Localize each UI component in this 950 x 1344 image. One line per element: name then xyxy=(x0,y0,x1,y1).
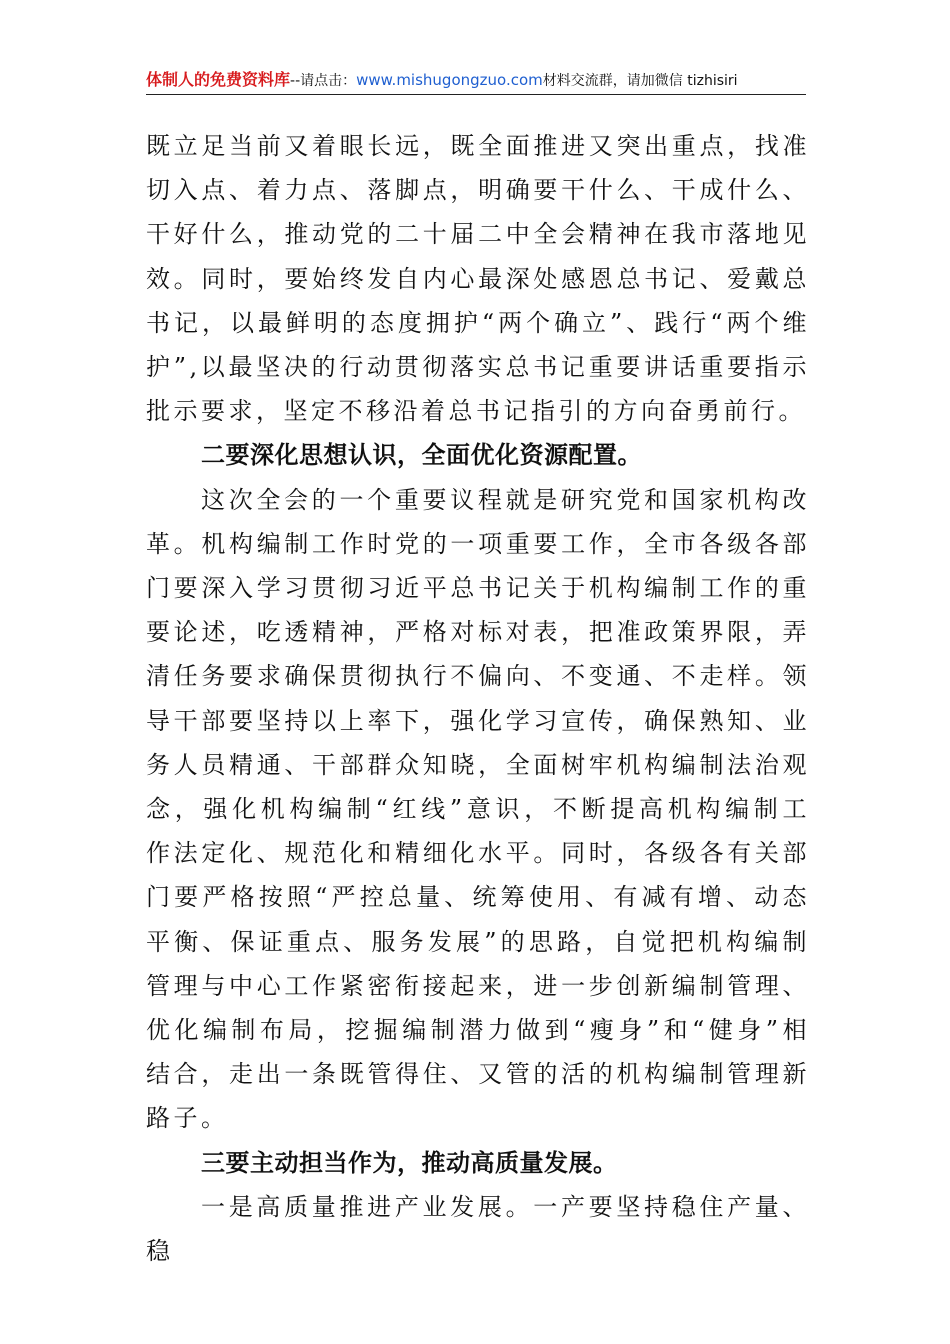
header-link[interactable]: www.mishugongzuo.com xyxy=(356,71,543,89)
paragraph-3: 一是高质量推进产业发展。一产要坚持稳住产量、稳 xyxy=(146,1192,810,1266)
document-body xyxy=(146,124,810,1273)
section-heading-2: 二要深化思想认识，全面优化资源配置。 xyxy=(201,441,642,470)
section-heading-3: 三要主动担当作为，推动高质量发展。 xyxy=(201,1148,618,1177)
header-contact: 材料交流群，请加微信 tizhisiri xyxy=(542,73,738,89)
page-header xyxy=(146,68,806,95)
header-prompt: --请点击： xyxy=(290,73,357,89)
header-brand: 体制人的免费资料库 xyxy=(146,70,291,89)
paragraph-continued: 既立足当前又着眼长远，既全面推进又突出重点，找准切入点、着力点、落脚点，明确要干什么、干成什么、干好什么，推动党的二十届二中全会精神在我市落地见效。同时，要始终发自内心最深处感恩总书记、爱戴总书记，以最鲜明的态度拥护“两个确立”、践行“两个维护”,以最坚决的行动贯彻落实总书记重要讲话重要指示批示要求，坚定不移沿着总书记指引的方向奋勇前行。 xyxy=(146,132,810,426)
paragraph-2: 这次全会的一个重要议程就是研究党和国家机构改革。机构编制工作时党的一项重要工作，全市各级各部门要深入学习贯彻习近平总书记关于机构编制工作的重要论述，吃透精神，严格对标对表，把准政策界限，弄清任务要求确保贯彻执行不偏向、不变通、不走样。领导干部要坚持以上率下，强化学习宣传，确保熟知、业务人员精通、干部群众知晓，全面树牢机构编制法治观念，强化机构编制“红线”意识，不断提高机构编制工作法定化、规范化和精细化水平。同时，各级各有关部门要严格按照“严控总量、统筹使用、有减有增、动态平衡、保证重点、服务发展”的思路，自觉把机构编制管理与中心工作紧密衔接起来，进一步创新编制管理、优化编制布局，挖掘编制潜力做到“瘦身”和“健身”相结合，走出一条既管得住、又管的活的机构编制管理新路子。 xyxy=(146,485,810,1133)
